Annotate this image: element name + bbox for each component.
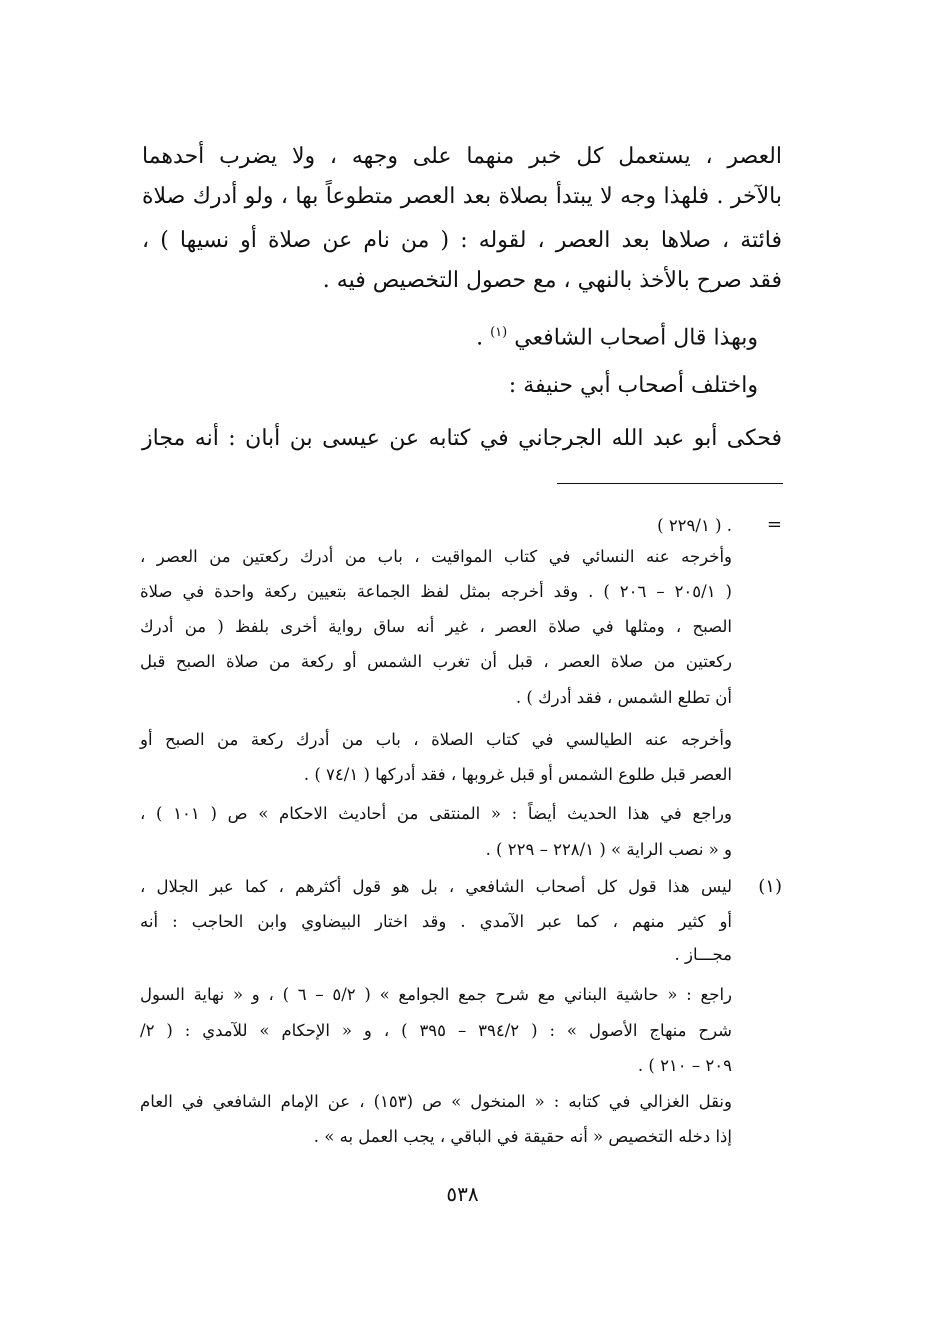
footnote-line-1: . ( ٢٢٩/١ ) bbox=[657, 516, 732, 535]
footnote-line-2: وأخرجه عنه النسائي في كتاب المواقيت ، باب من أدرك ركعتين من العصر ، bbox=[140, 547, 732, 566]
footnote-line-7: وأخرجه عنه الطيالسي في كتاب الصلاة ، باب من أدرك ركعة من الصبح أو bbox=[140, 730, 732, 749]
footnote-line-5: ركعتين من صلاة العصر ، قبل أن تغرب الشمس أو ركعة من صلاة الصبح قبل bbox=[140, 652, 732, 671]
footnote-line-3: ( ٢٠٥/١ – ٢٠٦ ) . وقد أخرجه بمثل لفظ الجماعة بتعيين ركعة واحدة في صلاة bbox=[140, 582, 732, 601]
footnote-line-9: وراجع في هذا الحديث أيضاً : « المنتقى من أحاديث الاحكام » ص ( ١٠١ ) ، bbox=[140, 804, 732, 823]
footnote-line-12: أو كثير منهم ، كما عبر الآمدي . وقد اختار البيضاوي وابن الحاجب : أنه bbox=[140, 912, 732, 931]
shafii-end: . bbox=[476, 325, 484, 351]
footnote-line-17: ونقل الغزالي في كتابه : « المنخول » ص (١٥٣) ، عن الإمام الشافعي في العام bbox=[140, 1092, 732, 1111]
page-number: ٥٣٨ bbox=[446, 1182, 479, 1206]
footnote-1-mark: (١) bbox=[758, 876, 782, 897]
footnote-separator bbox=[557, 483, 783, 484]
jurjani-line: فحكى أبو عبد الله الجرجاني في كتابه عن عيسى بن أبان : أنه مجاز bbox=[142, 426, 783, 451]
footnote-line-10: و « نصب الراية » ( ٢٢٨/١ – ٢٢٩ ) . bbox=[485, 840, 732, 859]
body-line-1: العصر ، يستعمل كل خبر منهما على وجهه ، ولا يضرب أحدهما bbox=[142, 144, 782, 169]
shafii-line bbox=[476, 318, 758, 353]
footnote-line-13: مجـــاز . bbox=[674, 945, 732, 964]
footnote-line-18: إذا دخله التخصيص « أنه حقيقة في الباقي ، يجب العمل به » . bbox=[313, 1127, 732, 1146]
footnote-line-14: راجع : « حاشية البناني مع شرح جمع الجوامع » ( ٥/٢ – ٦ ) ، و « نهاية السول bbox=[140, 985, 732, 1004]
footnote-continuation-mark: = bbox=[766, 514, 782, 535]
footnote-line-6: أن تطلع الشمس ، فقد أدرك ) . bbox=[515, 688, 732, 707]
footnote-ref-1: (١) bbox=[490, 325, 508, 340]
body-line-4: فقد صرح بالأخذ بالنهي ، مع حصول التخصيص فيه . bbox=[322, 268, 782, 293]
shafii-text: وبهذا قال أصحاب الشافعي bbox=[514, 325, 758, 351]
footnote-line-15: شرح منهاج الأصول » : ( ٣٩٤/٢ – ٣٩٥ ) ، و « الإحكام » للآمدي : ( ٢/ bbox=[140, 1021, 732, 1040]
footnote-line-16: ٢٠٩ – ٢١٠ ) . bbox=[637, 1056, 732, 1075]
body-line-3: فائتة ، صلاها بعد العصر ، لقوله : ( من نام عن صلاة أو نسيها ) ، bbox=[142, 228, 782, 253]
footnote-line-8: العصر قبل طلوع الشمس أو قبل غروبها ، فقد أدركها ( ٧٤/١ ) . bbox=[303, 765, 732, 784]
hanafi-line: واختلف أصحاب أبي حنيفة : bbox=[508, 373, 758, 398]
footnote-line-4: الصبح ، ومثلها في صلاة العصر ، غير أنه ساق رواية أخرى بلفظ ( من أدرك bbox=[140, 617, 732, 636]
footnote-line-11: ليس هذا قول كل أصحاب الشافعي ، بل هو قول أكثرهم ، كما عبر الجلال ، bbox=[140, 877, 732, 896]
body-line-2: بالآخر . فلهذا وجه لا يبتدأ بصلاة بعد العصر متطوعاً بها ، ولو أدرك صلاة bbox=[142, 184, 782, 209]
